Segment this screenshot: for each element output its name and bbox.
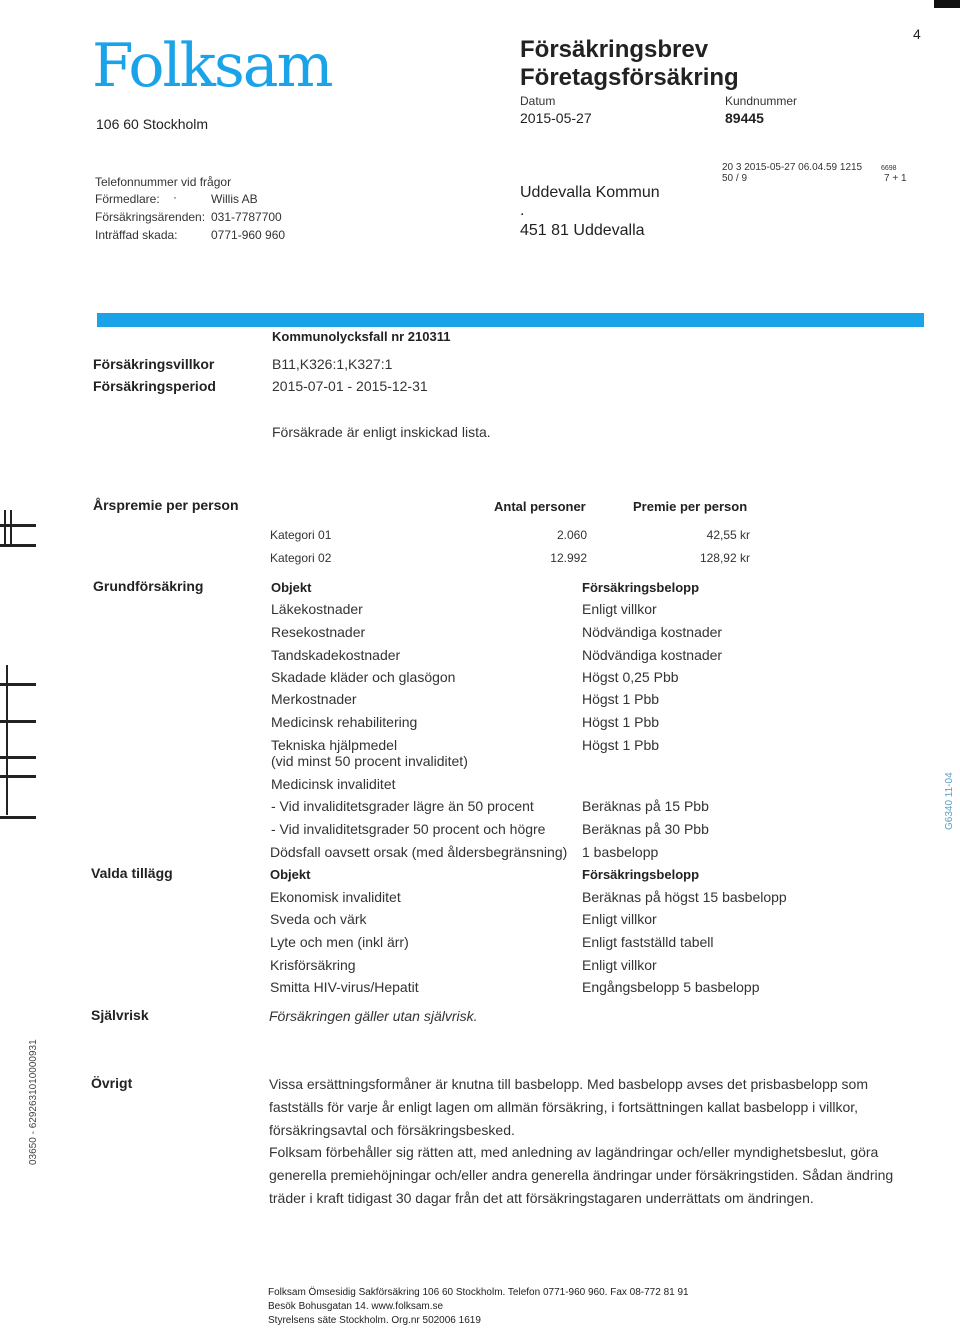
period-value: 2015-07-01 - 2015-12-31 bbox=[272, 378, 428, 394]
print-meta-2a: 50 / 9 bbox=[722, 173, 748, 184]
other-line-3: försäkringsavtal och försäkringsbesked. bbox=[269, 1122, 515, 1138]
extras-object-4: Krisförsäkring bbox=[270, 957, 356, 973]
other-line-5: generella premiehöjningar och/eller andra generella ändringar under försäkringstiden. Sådan ändring bbox=[269, 1167, 894, 1183]
footer-line-2: Besök Bohusgatan 14. www.folksam.se bbox=[268, 1301, 444, 1312]
premium-col-count: Antal personer bbox=[494, 499, 586, 514]
brand-bar bbox=[97, 313, 924, 327]
basic-object-4: Skadade kläder och glasögon bbox=[271, 669, 456, 685]
extras-object-2: Sveda och värk bbox=[270, 911, 367, 927]
premium-value-1: 42,55 kr bbox=[706, 528, 750, 542]
basic-label: Grundförsäkring bbox=[93, 578, 204, 594]
scan-mark bbox=[6, 665, 8, 815]
broker-value: Willis AB bbox=[211, 192, 258, 206]
extras-object-3: Lyte och men (inkl ärr) bbox=[270, 934, 409, 950]
basic-amount-2: Nödvändiga kostnader bbox=[582, 624, 723, 640]
premium-count-1: 2.060 bbox=[556, 528, 587, 542]
premium-value-2: 128,92 kr bbox=[699, 551, 750, 565]
basic-col-amount: Försäkringsbelopp bbox=[582, 580, 700, 595]
extras-amount-1: Beräknas på högst 15 basbelopp bbox=[582, 889, 787, 905]
print-meta-small: 6698 bbox=[881, 165, 897, 172]
broker-label: Förmedlare: bbox=[95, 192, 160, 206]
period-label: Försäkringsperiod bbox=[93, 378, 216, 394]
print-meta-2b: 7 + 1 bbox=[884, 173, 907, 184]
policy-heading: Kommunolycksfall nr 210311 bbox=[272, 329, 451, 344]
damage-label: Inträffad skada: bbox=[95, 228, 178, 242]
basic-col-object: Objekt bbox=[271, 580, 312, 595]
basic-object-1: Läkekostnader bbox=[271, 601, 363, 617]
death-benefit-amount: 1 basbelopp bbox=[582, 844, 659, 860]
print-meta-1: 20 3 2015-05-27 06.04.59 1215 bbox=[722, 162, 863, 173]
date-value: 2015-05-27 bbox=[520, 110, 592, 126]
invalidity-heading: Medicinsk invaliditet bbox=[271, 776, 396, 792]
conditions-label: Försäkringsvillkor bbox=[93, 356, 215, 372]
extras-col-object: Objekt bbox=[270, 867, 311, 882]
insured-note: Försäkrade är enligt inskickad lista. bbox=[272, 424, 491, 440]
extras-object-1: Ekonomisk invaliditet bbox=[270, 889, 401, 905]
corner-mark bbox=[934, 0, 960, 8]
death-benefit: Dödsfall oavsett orsak (med åldersbegränsning) bbox=[270, 844, 568, 860]
footer-line-3: Styrelsens säte Stockholm. Org.nr 502006 1619 bbox=[268, 1315, 481, 1326]
premium-cat-1: Kategori 01 bbox=[270, 528, 332, 542]
other-line-1: Vissa ersättningsformåner är knutna till basbelopp. Med basbelopp avses det prisbasbelopp som bbox=[269, 1076, 868, 1092]
page-number: 4 bbox=[913, 26, 921, 42]
other-line-2: fastställs för varje år enligt lagen om allmän försäkring, i fortsättningen kallat basbelopp i villkor, bbox=[269, 1099, 859, 1115]
date-label: Datum bbox=[520, 94, 556, 108]
doc-subtitle: Företagsförsäkring bbox=[520, 64, 739, 91]
other-label: Övrigt bbox=[91, 1075, 133, 1091]
basic-object-7: Tekniska hjälpmedel bbox=[271, 737, 398, 753]
invalidity-below: - Vid invaliditetsgrader lägre än 50 procent bbox=[271, 798, 534, 814]
premium-col-premium: Premie per person bbox=[633, 499, 748, 514]
basic-amount-6: Högst 1 Pbb bbox=[582, 714, 660, 730]
premium-cat-2: Kategori 02 bbox=[270, 551, 332, 565]
footer-line-1: Folksam Ömsesidig Sakförsäkring 106 60 Stockholm. Telefon 0771-960 960. Fax 08-772 81 91 bbox=[268, 1287, 689, 1298]
recipient-city: 451 81 Uddevalla bbox=[520, 222, 645, 239]
deductible-label: Självrisk bbox=[91, 1007, 149, 1023]
basic-object-2: Resekostnader bbox=[271, 624, 366, 640]
invalidity-above: - Vid invaliditetsgrader 50 procent och högre bbox=[271, 821, 546, 837]
side-code-left: 03650 - 6292631010000931 bbox=[28, 1039, 39, 1165]
basic-amount-5: Högst 1 Pbb bbox=[582, 691, 660, 707]
insurance-label: Försäkringsärenden: bbox=[95, 210, 206, 224]
scan-mark bbox=[4, 510, 6, 546]
extras-amount-5: Engångsbelopp 5 basbelopp bbox=[582, 979, 760, 995]
basic-object-6: Medicinsk rehabilitering bbox=[271, 714, 418, 730]
extras-amount-2: Enligt villkor bbox=[582, 911, 657, 927]
invalidity-below-amount: Beräknas på 15 Pbb bbox=[582, 798, 709, 814]
sender-address: 106 60 Stockholm bbox=[96, 116, 209, 132]
broker-bullet: · bbox=[173, 190, 177, 204]
folksam-logo: Folksam bbox=[92, 31, 332, 101]
insurance-value: 031-7787700 bbox=[211, 210, 282, 224]
extras-amount-4: Enligt villkor bbox=[582, 957, 657, 973]
customer-value: 89445 bbox=[725, 110, 764, 126]
doc-title: Försäkringsbrev bbox=[520, 36, 709, 63]
basic-object-5: Merkostnader bbox=[271, 691, 357, 707]
extras-amount-3: Enligt fastställd tabell bbox=[582, 934, 714, 950]
recipient-name: Uddevalla Kommun bbox=[520, 184, 660, 201]
premium-heading: Årspremie per person bbox=[93, 497, 239, 513]
side-code-right: G6340 11-04 bbox=[944, 772, 955, 830]
basic-object-3: Tandskadekostnader bbox=[271, 647, 401, 663]
conditions-value: B11,K326:1,K327:1 bbox=[272, 356, 393, 372]
deductible-text: Försäkringen gäller utan självrisk. bbox=[269, 1008, 478, 1024]
invalidity-above-amount: Beräknas på 30 Pbb bbox=[582, 821, 709, 837]
basic-amount-7: Högst 1 Pbb bbox=[582, 737, 660, 753]
extras-object-5: Smitta HIV-virus/Hepatit bbox=[270, 979, 419, 995]
damage-value: 0771-960 960 bbox=[211, 228, 286, 242]
scan-mark bbox=[10, 510, 12, 546]
extras-label: Valda tillägg bbox=[91, 865, 173, 881]
recipient-dot: . bbox=[520, 202, 525, 219]
other-line-6: träder i kraft tidigast 30 dagar från det att försäkringstagaren underrättats om ändringen. bbox=[269, 1190, 814, 1206]
basic-amount-4: Högst 0,25 Pbb bbox=[582, 669, 679, 685]
aid-note: (vid minst 50 procent invaliditet) bbox=[271, 753, 468, 769]
phone-label: Telefonnummer vid frågor bbox=[95, 175, 232, 189]
premium-count-2: 12.992 bbox=[550, 551, 587, 565]
customer-label: Kundnummer bbox=[725, 94, 798, 108]
basic-amount-1: Enligt villkor bbox=[582, 601, 657, 617]
scan-mark bbox=[0, 816, 36, 819]
basic-amount-3: Nödvändiga kostnader bbox=[582, 647, 723, 663]
other-line-4: Folksam förbehåller sig rätten att, med anledning av lagändringar och/eller myndighetsbeslut, göra bbox=[269, 1144, 879, 1160]
extras-col-amount: Försäkringsbelopp bbox=[582, 867, 700, 882]
